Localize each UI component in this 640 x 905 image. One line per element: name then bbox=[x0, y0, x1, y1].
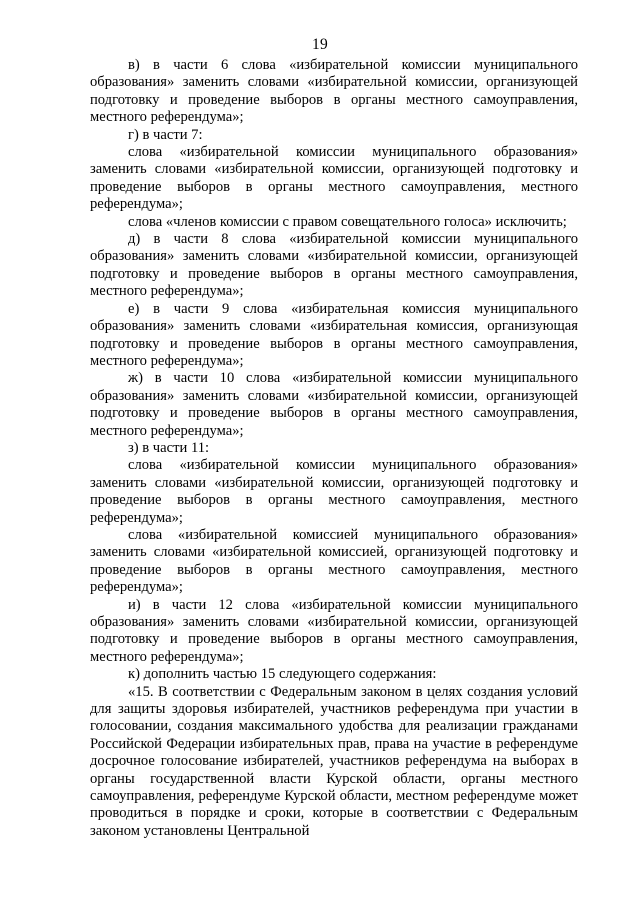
paragraph-amendment-z-words-2: слова «избирательной комиссией муниципального образования» заменить словами «избирательной комиссией, организующей подготовку и проведение выборов в органы местного самоуправления, местного референдума»; bbox=[90, 526, 578, 596]
paragraph-amendment-d: д) в части 8 слова «избирательной комиссии муниципального образования» заменить словами «избирательной комиссии, организующей подготовку и проведение выборов в органы местного самоуправления, местного референдума»; bbox=[90, 231, 578, 300]
paragraph-amendment-zh: ж) в части 10 слова «избирательной комиссии муниципального образования» заменить словами «избирательной комиссии, организующей подготовку и проведение выборов в органы местного самоуправления, местного референдума»; bbox=[90, 370, 578, 439]
paragraph-amendment-k: к) дополнить частью 15 следующего содержания: bbox=[128, 666, 437, 683]
paragraph-amendment-e: е) в части 9 слова «избирательная комиссия муниципального образования» заменить словами «избирательная комиссия, организующая подготовку и проведение выборов в органы местного самоуправления, местного референдума»; bbox=[90, 300, 578, 369]
paragraph-amendment-g-words-1: слова «избирательной комиссии муниципального образования» заменить словами «избирательной комиссии, организующей подготовку и проведение выборов в органы местного самоуправления, местного референдума»; bbox=[90, 144, 578, 213]
document-body bbox=[90, 57, 578, 840]
paragraph-amendment-z: з) в части 11: bbox=[128, 439, 210, 456]
paragraph-part-15: «15. В соответствии с Федеральным законом в целях создания условий для защиты здоровья избирателей, участников референдума при участии в голосовании, создания максимального удобства для реализации гражданами Российской Федерации избирательных прав, права на участие в референдуме досрочное голосование избирателей, участников референдума на выборах в органы государственной власти Курской области, органы местного самоуправления, референдуме Курской области, местном референдуме может проводиться в порядке и сроки, которые в соответствии с Федеральным законом установлены Центральной bbox=[90, 683, 578, 839]
paragraph-amendment-v: в) в части 6 слова «избирательной комиссии муниципального образования» заменить словами «избирательной комиссии, организующей подготовку и проведение выборов в органы местного самоуправления, местного референдума»; bbox=[90, 57, 578, 126]
page-number: 19 bbox=[311, 36, 329, 53]
paragraph-amendment-g-words-2: слова «членов комиссии с правом совещательного голоса» исключить; bbox=[128, 213, 567, 230]
paragraph-amendment-i: и) в части 12 слова «избирательной комиссии муниципального образования» заменить словами «избирательной комиссии, организующей подготовку и проведение выборов в органы местного самоуправления, местного референдума»; bbox=[90, 596, 578, 665]
paragraph-amendment-z-words-1: слова «избирательной комиссии муниципального образования» заменить словами «избирательной комиссии, организующей подготовку и проведение выборов в органы местного самоуправления, местного референдума»; bbox=[90, 457, 578, 526]
paragraph-amendment-g: г) в части 7: bbox=[128, 126, 203, 143]
